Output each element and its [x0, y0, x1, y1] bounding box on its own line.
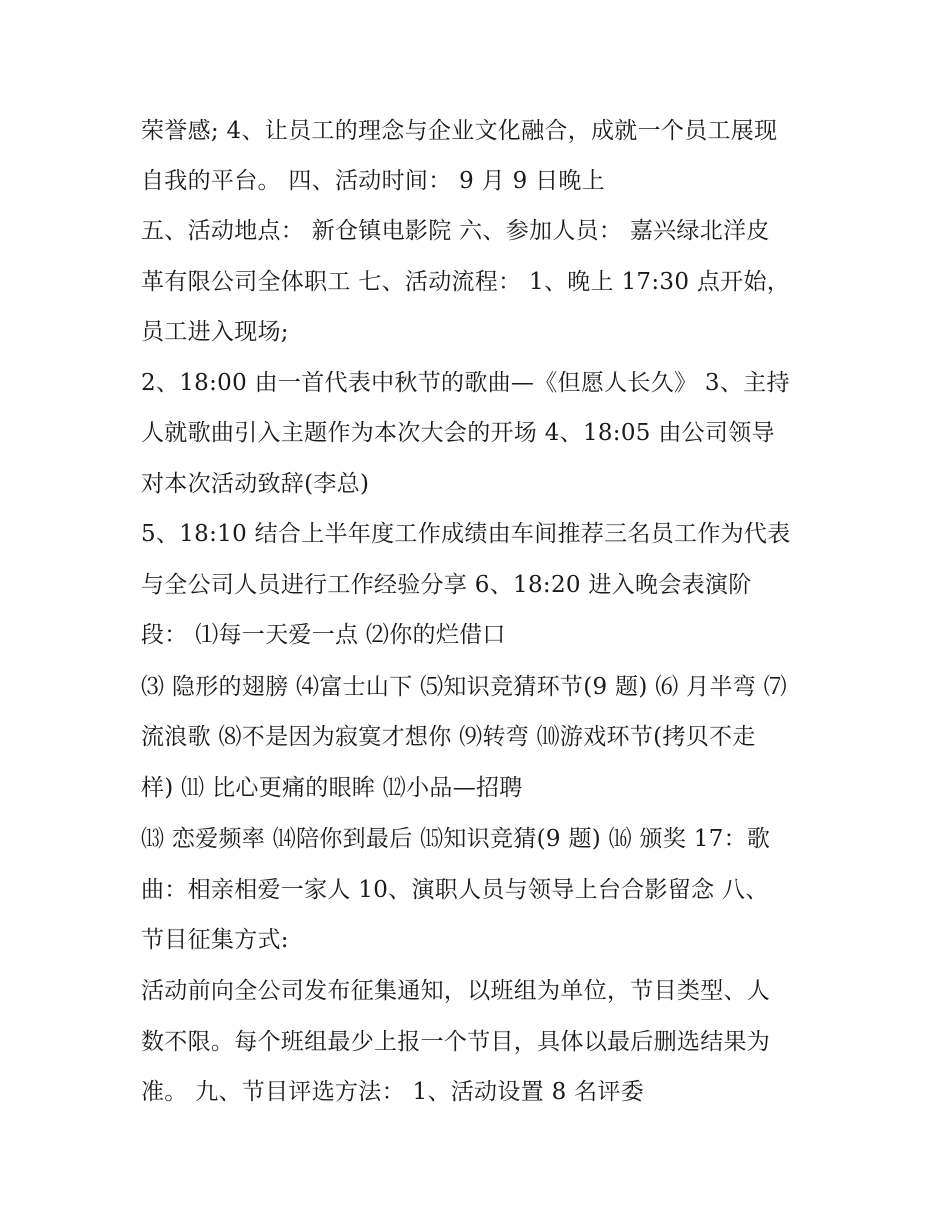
text-line: 员工进入现场;	[141, 319, 289, 345]
text-line: 五、活动地点： 新仓镇电影院 六、参加人员： 嘉兴绿北洋皮	[141, 218, 770, 244]
text-line: ⑶ 隐形的翅膀 ⑷富士山下 ⑸知识竞猜环节(9 题) ⑹ 月半弯 ⑺	[141, 674, 787, 700]
text-line: 2、18:00 由一首代表中秋节的歌曲—《但愿人长久》 3、主持	[141, 370, 790, 396]
text-line: 荣誉感; 4、让员工的理念与企业文化融合，成就一个员工展现	[141, 118, 778, 144]
text-line: 活动前向全公司发布征集通知，以班组为单位，节目类型、人	[141, 978, 771, 1004]
text-line: 数不限。每个班组最少上报一个节目，具体以最后删选结果为	[141, 1029, 771, 1055]
text-line: ⒀ 恋爱频率 ⒁陪你到最后 ⒂知识竞猜(9 题) ⒃ 颁奖 17：歌	[141, 826, 771, 852]
text-line: 准。 九、节目评选方法： 1、活动设置 8 名评委	[141, 1079, 645, 1105]
text-line: 人就歌曲引入主题作为本次大会的开场 4、18:05 由公司领导	[141, 420, 775, 446]
text-line: 流浪歌 ⑻不是因为寂寞才想你 ⑼转弯 ⑽游戏环节(拷贝不走	[141, 724, 756, 750]
text-line: 节目征集方式:	[141, 927, 289, 953]
text-line: 对本次活动致辞(李总)	[141, 471, 370, 497]
text-line: 5、18:10 结合上半年度工作成绩由车间推荐三名员工作为代表	[141, 521, 791, 547]
text-line: 样) ⑾ 比心更痛的眼眸 ⑿小品—招聘	[141, 775, 523, 801]
text-line: 段： ⑴每一天爱一点 ⑵你的烂借口	[141, 622, 506, 648]
text-line: 与全公司人员进行工作经验分享 6、18:20 进入晚会表演阶	[141, 572, 752, 598]
text-line: 自我的平台。 四、活动时间： 9 月 9 日晚上	[141, 168, 606, 194]
text-line: 革有限公司全体职工 七、活动流程： 1、晚上 17:30 点开始，	[141, 269, 791, 295]
text-line: 曲：相亲相爱一家人 10、演职人员与领导上台合影留念 八、	[141, 877, 769, 903]
